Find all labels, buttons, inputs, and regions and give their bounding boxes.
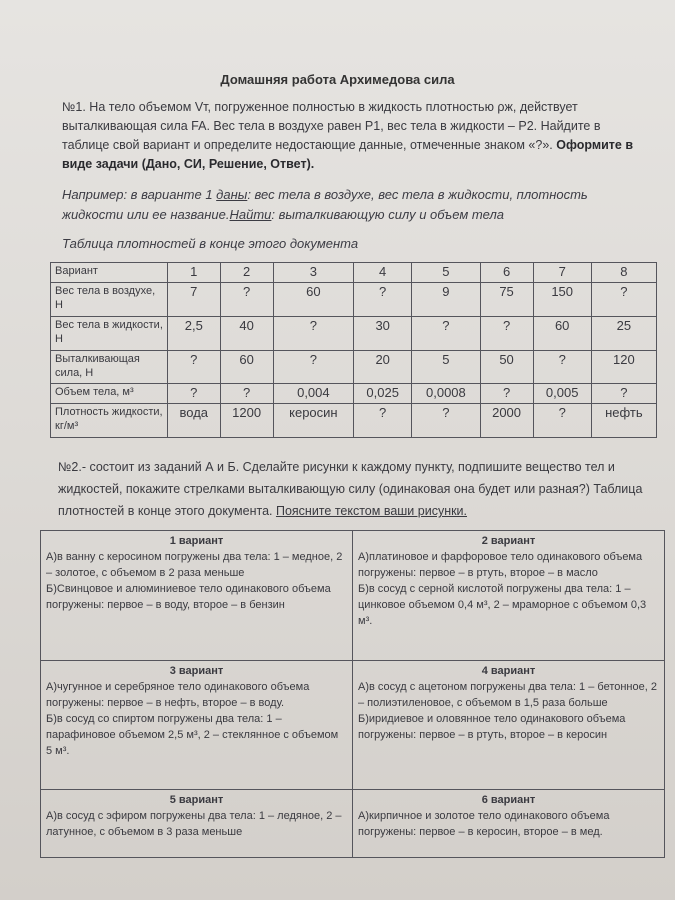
table-cell: ? [412, 316, 480, 350]
row-label: Вес тела в воздухе, Н [51, 282, 168, 316]
table-cell: 7 [168, 282, 221, 316]
table-row [51, 282, 657, 316]
variant-text: А)в ванну с керосином погружены два тела: 1 – медное, 2 – золотое, с объемом в 2 раза меньше Б)Свинцовое и алюминиевое тело одинакового объема погружены: первое – в воду, второе – в бензин [46, 551, 343, 611]
table-cell: 50 [480, 350, 533, 384]
task1-text [62, 98, 637, 174]
table-cell: ? [480, 316, 533, 350]
table-header-cell: 1 [168, 263, 221, 283]
example-underlined: Найти [229, 207, 272, 222]
table-cell: вода [168, 404, 221, 438]
table-cell: 20 [354, 350, 412, 384]
table-cell: ? [533, 350, 591, 384]
table-header-row [51, 263, 657, 283]
table-cell: 0,025 [354, 384, 412, 404]
table-cell: ? [273, 350, 353, 384]
task2-underlined: Поясните текстом ваши рисунки. [275, 504, 468, 518]
table-cell: ? [168, 384, 221, 404]
variant-cell-4 [353, 660, 665, 790]
table-cell: 30 [354, 316, 412, 350]
variants-row [41, 531, 665, 661]
table-header-cell: 8 [591, 263, 656, 283]
table-header-cell: 6 [480, 263, 533, 283]
example-text [62, 185, 622, 225]
row-label: Объем тела, м³ [51, 384, 168, 404]
task2-body: №2.- состоит из заданий А и Б. Сделайте рисунки к каждому пункту, подпишите вещество тел и жидкостей, покажите стрелками выталкивающую силу (одинаковая она будет или разная?) Таблица плотностей в конце этого документа. [58, 460, 643, 518]
variants-row [41, 660, 665, 790]
table-cell: 60 [533, 316, 591, 350]
variant-title: 2 вариант [481, 535, 536, 547]
table-cell: ? [168, 350, 221, 384]
table-cell: 120 [591, 350, 656, 384]
variant-title: 5 вариант [169, 794, 224, 807]
task1-body: №1. На тело объемом Vт, погруженное полностью в жидкость плотностью ρж, действует выталкивающая сила FA. Вес тела в воздухе равен P1, вес тела в жидкости – P2. Найдите в таблице свой вариант и определите недостающие данные, отмеченные знаком «?». [62, 100, 601, 152]
table-cell: 0,005 [533, 384, 591, 404]
variant-text: А)в сосуд с эфиром погружены два тела: 1 – ледяное, 2 – латунное, с объемом в 3 раза меньше [46, 810, 342, 839]
assignment-variants-table [40, 530, 665, 858]
table-cell: нефть [591, 404, 656, 438]
table-header-cell: 3 [273, 263, 353, 283]
table-header-cell: 4 [354, 263, 412, 283]
table-header-cell: 5 [412, 263, 480, 283]
table-cell: ? [412, 404, 480, 438]
table-cell: 25 [591, 316, 656, 350]
table-header-label: Вариант [51, 263, 168, 283]
task1-bold-instruction: Оформите в виде задачи (Дано, СИ, Решение, Ответ). [62, 138, 633, 171]
table-cell: 60 [273, 282, 353, 316]
table-row [51, 404, 657, 438]
variant-cell-5 [41, 790, 353, 858]
table-caption: Таблица плотностей в конце этого документа [62, 236, 359, 251]
variant-title: 4 вариант [481, 664, 536, 677]
variant-text: А)кирпичное и золотое тело одинакового объема погружены: первое – в керосин, второе – в мед. [358, 810, 610, 839]
row-label: Плотность жидкости, кг/м³ [51, 404, 168, 438]
task2-text [58, 456, 660, 522]
variant-cell-1 [41, 531, 353, 661]
variants-row [41, 790, 665, 858]
table-cell: 2000 [480, 404, 533, 438]
table-cell: керосин [273, 404, 353, 438]
table-cell: 2,5 [168, 316, 221, 350]
table-cell: 60 [220, 350, 273, 384]
row-label: Вес тела в жидкости, Н [51, 316, 168, 350]
table-cell: 40 [220, 316, 273, 350]
table-cell: ? [273, 316, 353, 350]
table-cell: 0,0008 [412, 384, 480, 404]
table-cell: 150 [533, 282, 591, 316]
table-cell: 9 [412, 282, 480, 316]
table-cell: ? [591, 282, 656, 316]
variant-cell-3 [41, 660, 353, 790]
variant-title: 1 вариант [169, 535, 224, 547]
variant-title: 6 вариант [481, 794, 536, 807]
table-cell: 1200 [220, 404, 273, 438]
table-cell: ? [220, 282, 273, 316]
table-header-cell: 7 [533, 263, 591, 283]
table-cell: ? [354, 282, 412, 316]
page-title: Домашняя работа Архимедова сила [220, 72, 455, 87]
example-part: : выталкивающую силу и объем тела [271, 207, 505, 222]
table-row [51, 316, 657, 350]
variant-text: А)в сосуд с ацетоном погружены два тела: 1 – бетонное, 2 – полиэтиленовое, с объемом в 1,5 раза больше Б)иридиевое и оловянное тело одинакового объема погружены: первое – в ртуть, второе – в керосин [358, 680, 657, 741]
variant-text: А)чугунное и серебряное тело одинакового объема погружены: первое – в нефть, второе – в воду. Б)в сосуд со спиртом погружены два тела: 1 – парафиновое объемом 2,5 м³, 2 – стеклянное с объемом 5 м³. [46, 680, 339, 757]
example-part: Например: в варианте 1 [62, 187, 217, 202]
table-cell: 0,004 [273, 384, 353, 404]
variant-title: 3 вариант [169, 664, 224, 677]
table-cell: ? [591, 384, 656, 404]
table-row [51, 350, 657, 384]
table-cell: ? [480, 384, 533, 404]
table-cell: ? [220, 384, 273, 404]
example-part: : вес тела в воздухе, вес тела в жидкости, плотность жидкости или ее название. [62, 187, 588, 222]
variants-data-table [50, 262, 657, 438]
table-row [51, 384, 657, 404]
table-cell: 5 [412, 350, 480, 384]
example-underlined: даны [216, 187, 248, 202]
row-label: Выталкивающая сила, Н [51, 350, 168, 384]
table-cell: ? [533, 404, 591, 438]
table-cell: ? [354, 404, 412, 438]
variant-cell-2 [353, 531, 665, 661]
table-cell: 75 [480, 282, 533, 316]
table-header-cell: 2 [220, 263, 273, 283]
variant-text: А)платиновое и фарфоровое тело одинакового объема погружены: первое – в ртуть, второе – в масло Б)в сосуд с серной кислотой погружены два тела: 1 – цинковое объемом 0,4 м³, 2 – мраморное с объемом 0,3 м³. [358, 551, 647, 627]
variant-cell-6 [353, 790, 665, 858]
